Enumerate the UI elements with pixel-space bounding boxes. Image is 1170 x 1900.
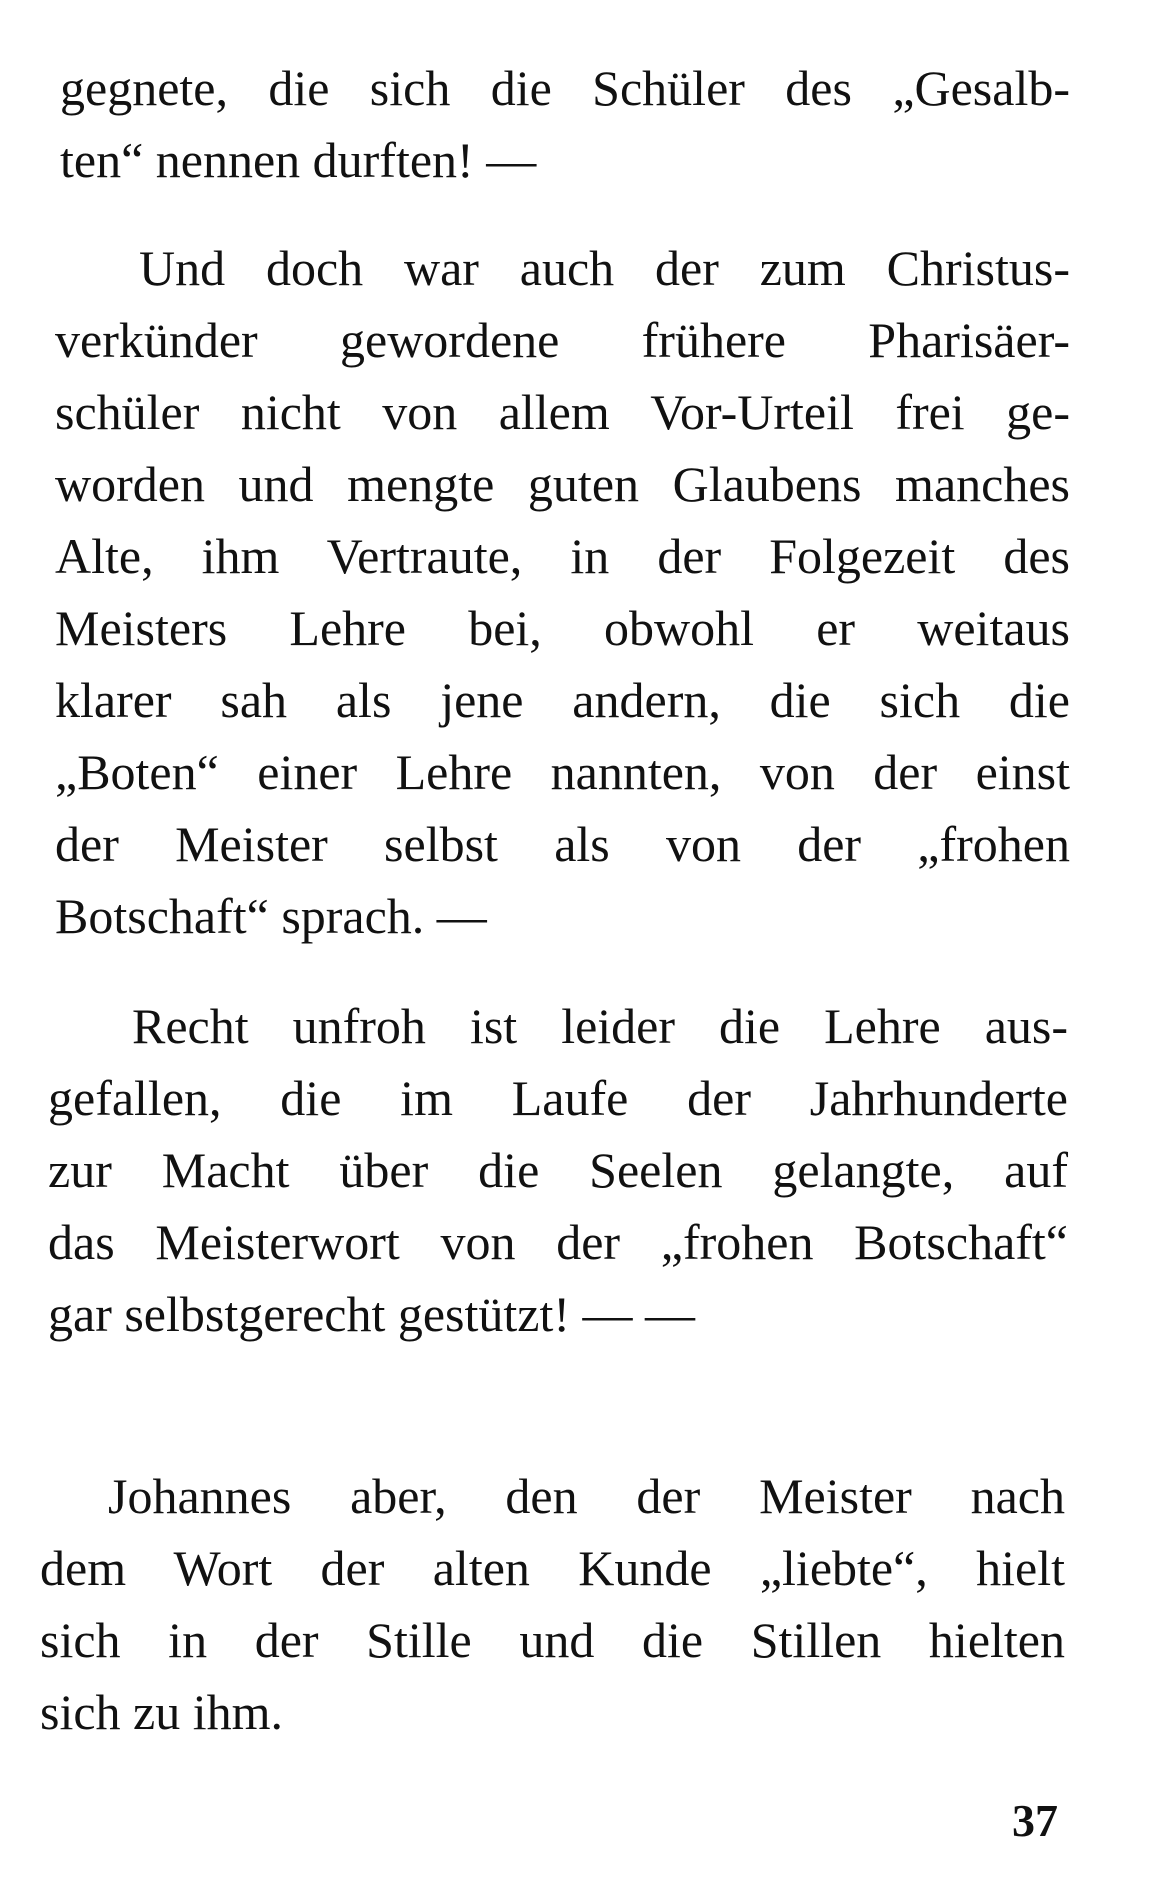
text-line: gar selbstgerecht gestützt! — —	[48, 1286, 696, 1342]
text-line: Johannes aber, den der Meister nach	[108, 1468, 1065, 1524]
text-line: gegnete, die sich die Schüler des „Gesalb-	[60, 60, 1070, 116]
text-line: „Boten“ einer Lehre nannten, von der einst	[55, 744, 1070, 800]
text-line: sich zu ihm.	[40, 1684, 284, 1740]
text-line: dem Wort der alten Kunde „liebte“, hielt	[40, 1540, 1065, 1596]
text-line: sich in der Stille und die Stillen hielten	[40, 1612, 1065, 1668]
text-line: Und doch war auch der zum Christus-	[139, 240, 1070, 296]
page-number: 37	[1012, 1795, 1058, 1846]
text-line: worden und mengte guten Glaubens manches	[55, 456, 1070, 512]
text-line: ten“ nennen durften! —	[60, 132, 537, 188]
text-line: zur Macht über die Seelen gelangte, auf	[48, 1142, 1068, 1198]
text-line: gefallen, die im Laufe der Jahrhunderte	[48, 1070, 1068, 1126]
paragraph-2	[55, 232, 1070, 952]
text-line: klarer sah als jene andern, die sich die	[55, 672, 1070, 728]
text-line: der Meister selbst als von der „frohen	[55, 816, 1070, 872]
text-line: Recht unfroh ist leider die Lehre aus-	[132, 998, 1068, 1054]
text-line: Alte, ihm Vertraute, in der Folgezeit des	[55, 528, 1070, 584]
paragraph-1	[60, 52, 1070, 196]
paragraph-3	[48, 990, 1068, 1350]
text-line: Meisters Lehre bei, obwohl er weitaus	[55, 600, 1070, 656]
text-line: schüler nicht von allem Vor-Urteil frei ge-	[55, 384, 1070, 440]
text-line: verkünder gewordene frühere Pharisäer-	[55, 312, 1070, 368]
paragraph-4	[40, 1460, 1065, 1748]
text-line: Botschaft“ sprach. —	[55, 888, 487, 944]
text-line: das Meisterwort von der „frohen Botschaft“	[48, 1214, 1068, 1270]
